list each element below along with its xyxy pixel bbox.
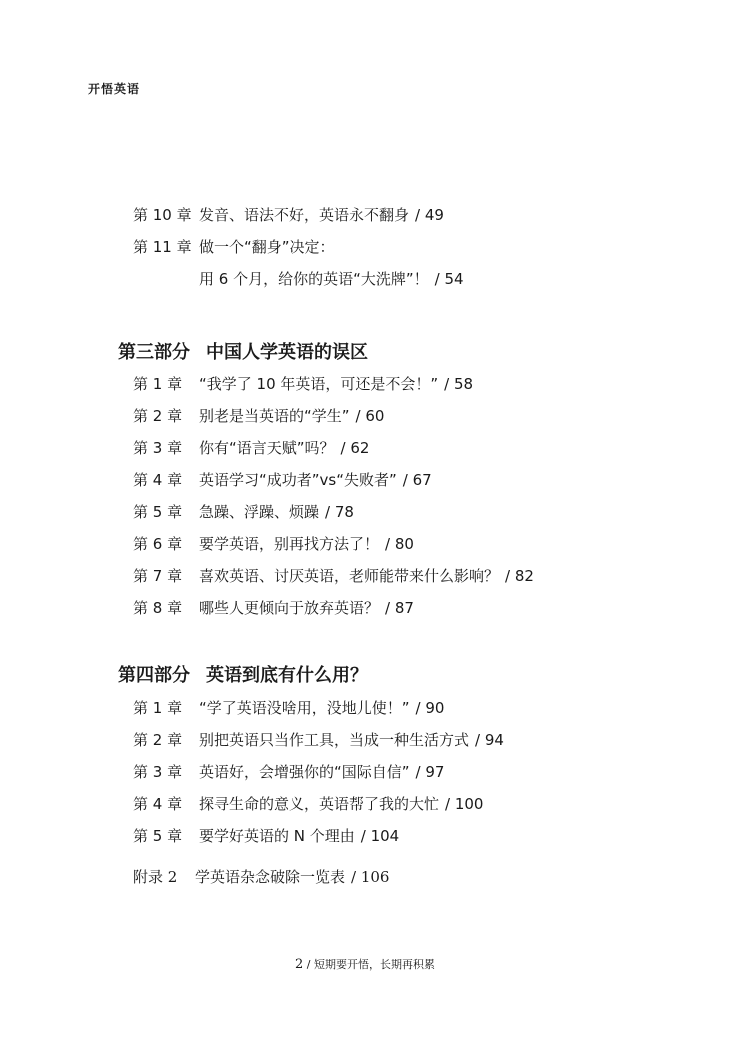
part-title: 中国人学英语的误区 [206, 342, 368, 363]
page-footer [0, 956, 730, 972]
chapter-title: 英语学习“成功者”vs“失败者” [199, 471, 397, 489]
chapter-number: 第 8 章 [133, 599, 183, 617]
toc-entry[interactable] [133, 761, 444, 782]
chapter-number: 第 4 章 [133, 471, 183, 489]
chapter-number: 第 10 章 [133, 206, 192, 224]
chapter-number: 第 2 章 [133, 407, 183, 425]
chapter-title: 要学好英语的 N 个理由 [199, 827, 355, 845]
page-ref: / 80 [385, 535, 414, 553]
chapter-title: 别老是当英语的“学生” [199, 407, 350, 425]
toc-entry[interactable] [133, 373, 473, 394]
toc-entry[interactable] [133, 793, 483, 814]
chapter-number: 第 3 章 [133, 763, 183, 781]
page-ref: / 62 [340, 439, 370, 457]
chapter-title: 你有“语言天赋”吗？ [199, 439, 335, 457]
page-ref: / 100 [445, 795, 484, 813]
part-label: 第三部分 [118, 342, 190, 363]
chapter-number: 第 11 章 [133, 238, 192, 256]
page-ref: / 82 [505, 567, 534, 585]
toc-entry[interactable] [133, 236, 335, 257]
page-ref: / 106 [351, 868, 390, 886]
page-ref: / 87 [385, 599, 414, 617]
chapter-title: “学了英语没啥用，没地儿使！” [199, 699, 410, 717]
toc-entry[interactable] [133, 697, 444, 718]
toc-entry[interactable] [133, 469, 432, 490]
chapter-title: 喜欢英语、讨厌英语，老师能带来什么影响？ [199, 567, 500, 585]
page-ref: / 49 [415, 206, 444, 224]
part-label: 第四部分 [118, 665, 190, 686]
toc-entry-continuation[interactable] [199, 268, 464, 289]
page-ref: / 60 [355, 407, 385, 425]
chapter-number: 第 1 章 [133, 699, 183, 717]
page-ref: / 67 [402, 471, 432, 489]
toc-entry[interactable] [133, 501, 354, 522]
chapter-title: 要学英语，别再找方法了！ [199, 535, 380, 553]
toc-entry[interactable] [133, 565, 534, 586]
chapter-title: 别把英语只当作工具，当成一种生活方式 [199, 731, 470, 749]
toc-entry[interactable] [133, 437, 369, 458]
chapter-number: 第 5 章 [133, 827, 183, 845]
footer-separator: / [306, 958, 311, 971]
page-number: 2 [295, 957, 304, 972]
chapter-title: 哪些人更倾向于放弃英语？ [199, 599, 380, 617]
chapter-number: 第 2 章 [133, 731, 183, 749]
toc-entry[interactable] [133, 597, 414, 618]
page-ref: / 90 [415, 699, 445, 717]
toc-entry[interactable] [133, 204, 444, 225]
page-ref: / 97 [415, 763, 445, 781]
toc-entry[interactable] [133, 729, 504, 750]
page-ref: / 104 [360, 827, 400, 845]
chapter-number: 第 1 章 [133, 375, 183, 393]
chapter-title: 发音、语法不好，英语永不翻身 [199, 206, 410, 224]
chapter-title: 探寻生命的意义，英语帮了我的大忙 [199, 795, 440, 813]
chapter-number: 第 3 章 [133, 439, 183, 457]
page-ref: / 54 [434, 270, 464, 288]
chapter-title: 做一个“翻身”决定： [199, 238, 335, 256]
toc-entry[interactable] [133, 825, 399, 846]
chapter-number: 第 7 章 [133, 567, 183, 585]
toc-entry[interactable] [133, 533, 414, 554]
chapter-title: 用 6 个月，给你的英语“大洗牌”！ [199, 270, 429, 288]
page-ref: / 94 [475, 731, 504, 749]
appendix-title: 学英语杂念破除一览表 [195, 868, 346, 886]
appendix-entry[interactable] [133, 866, 389, 887]
toc-entry[interactable] [133, 405, 384, 426]
part-heading[interactable] [118, 338, 368, 364]
page-ref: / 78 [325, 503, 354, 521]
chapter-title: 急躁、浮躁、烦躁 [199, 503, 320, 521]
footer-slogan: 短期要开悟，长期再积累 [314, 958, 435, 971]
chapter-title: “我学了 10 年英语，可还是不会！” [199, 375, 439, 393]
appendix-label: 附录 2 [133, 868, 178, 886]
chapter-number: 第 4 章 [133, 795, 183, 813]
running-header: 开悟英语 [88, 82, 141, 96]
part-title: 英语到底有什么用？ [206, 665, 368, 686]
part-heading[interactable] [118, 661, 368, 687]
chapter-title: 英语好，会增强你的“国际自信” [199, 763, 410, 781]
chapter-number: 第 5 章 [133, 503, 183, 521]
page-ref: / 58 [444, 375, 474, 393]
chapter-number: 第 6 章 [133, 535, 183, 553]
